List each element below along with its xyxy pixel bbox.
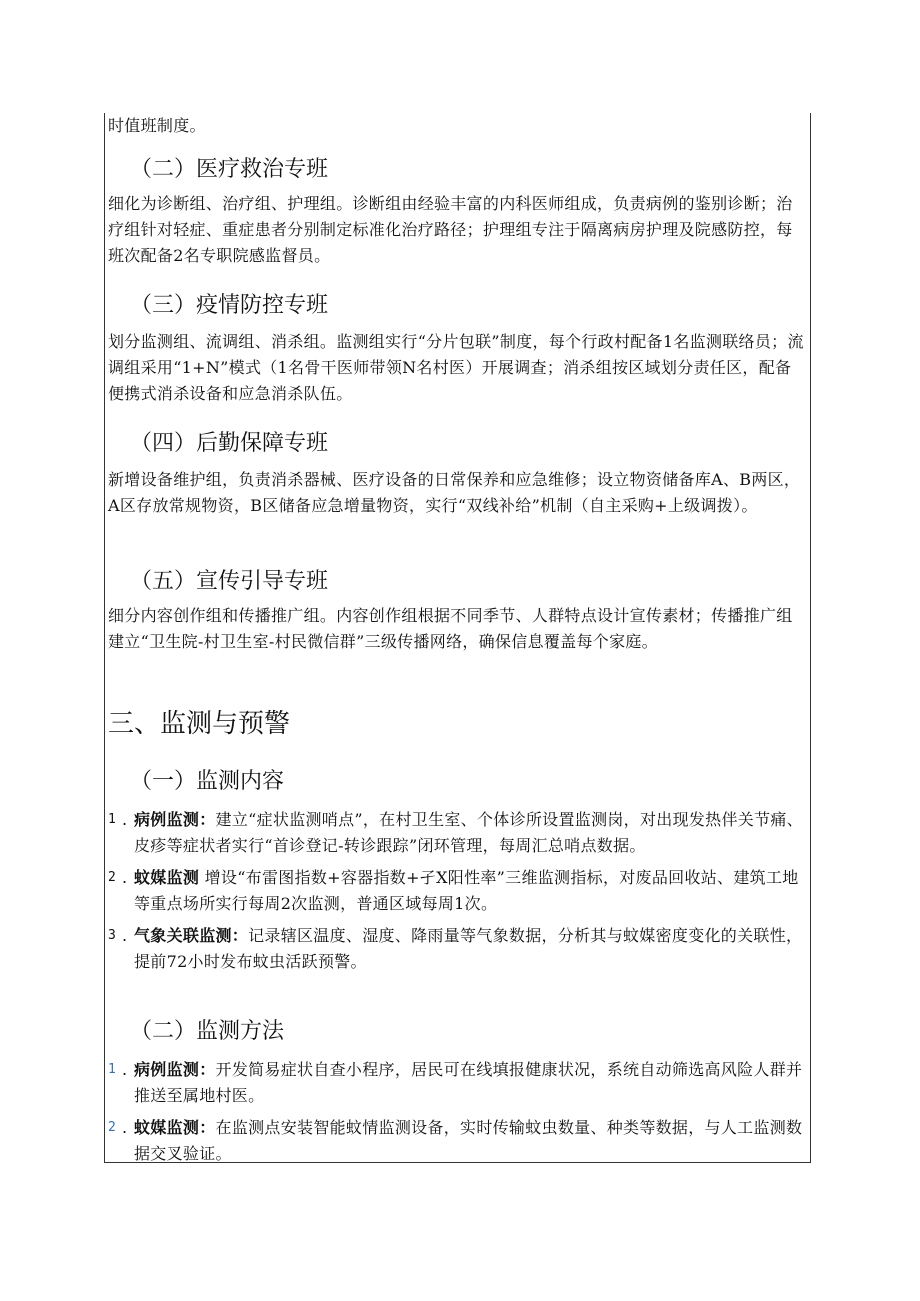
item-text: 增设“布雷图指数+容器指数+孑X阳性率”三维监测指标，对废品回收站、建筑工地等重点场所实行每周2次监测，普通区域每周1次。 — [134, 868, 799, 913]
item-label: 气象关联监测： — [134, 926, 249, 945]
item-label: 病例监测： — [134, 810, 216, 829]
monitor-method-list — [108, 1057, 807, 1167]
list-number: 2 — [108, 870, 117, 885]
list-number: 1 — [108, 1062, 117, 1077]
list-item: 2 . 蚊媒监测 增设“布雷图指数+容器指数+孑X阳性率”三维监测指标，对废品回收站、建筑工地等重点场所实行每周2次监测，普通区域每周1次。 — [108, 865, 807, 917]
list-number: 2 — [108, 1120, 117, 1135]
item-label: 病例监测： — [134, 1060, 216, 1079]
content-frame — [104, 113, 811, 1163]
item-label: 蚊媒监测 — [134, 868, 200, 887]
list-item: 1 . 病例监测：建立“症状监测哨点”，在村卫生室、个体诊所设置监测岗，对出现发热伴关节痛、皮疹等症状者实行“首诊登记-转诊跟踪”闭环管理，每周汇总哨点数据。 — [108, 807, 807, 859]
list-item: 3 . 气象关联监测：记录辖区温度、湿度、降雨量等气象数据，分析其与蚊媒密度变化的关联性，提前72小时发布蚊虫活跃预警。 — [108, 923, 807, 975]
section-heading-epidemic: （三）疫情防控专班 — [130, 293, 329, 318]
monitor-content-list — [108, 807, 807, 975]
item-text: 在监测点安装智能蚊情监测设备，实时传输蚊虫数量、种类等数据，与人工监测数据交叉验证。 — [134, 1118, 803, 1163]
intro-line: 时值班制度。 — [108, 116, 206, 135]
item-text: 建立“症状监测哨点”，在村卫生室、个体诊所设置监测岗，对出现发热伴关节痛、皮疹等症状者实行“首诊登记-转诊跟踪”闭环管理，每周汇总哨点数据。 — [134, 810, 803, 855]
list-item: 1 . 病例监测：开发简易症状自查小程序，居民可在线填报健康状况，系统自动筛选高风险人群并推送至属地村医。 — [108, 1057, 807, 1109]
section-text-logistics: 新增设备维护组，负责消杀器械、医疗设备的日常保养和应急维修；设立物资储备库A、B两区，A区存放常规物资，B区储备应急增量物资，实行“双线补给”机制（自主采购+上级调拨）。 — [108, 470, 801, 515]
monitor-method-heading: （二）监测方法 — [130, 1019, 285, 1044]
item-label: 蚊媒监测： — [134, 1118, 216, 1137]
section-text-publicity: 细分内容创作组和传播推广组。内容创作组根据不同季节、人群特点设计宣传素材；传播推广组建立“卫生院-村卫生室-村民微信群”三级传播网络，确保信息覆盖每个家庭。 — [108, 606, 793, 651]
item-text: 记录辖区温度、湿度、降雨量等气象数据，分析其与蚊媒密度变化的关联性，提前72小时发布蚊虫活跃预警。 — [134, 926, 803, 971]
section-text-epidemic: 划分监测组、流调组、消杀组。监测组实行“分片包联”制度，每个行政村配备1名监测联络员；流调组采用“1+N”模式（1名骨干医师带领N名村医）开展调查；消杀组按区域划分责任区，配备便携式消杀设备和应急消杀队伍。 — [108, 332, 804, 403]
section-heading-publicity: （五）宣传引导专班 — [130, 569, 329, 594]
item-text: 开发简易症状自查小程序，居民可在线填报健康状况，系统自动筛选高风险人群并推送至属地村医。 — [134, 1060, 803, 1105]
section-heading-logistics: （四）后勤保障专班 — [130, 431, 329, 456]
list-number: 1 — [108, 812, 117, 827]
chapter-title: 三、监测与预警 — [108, 709, 291, 739]
list-item: 2 . 蚊媒监测：在监测点安装智能蚊情监测设备，实时传输蚊虫数量、种类等数据，与人工监测数据交叉验证。 — [108, 1115, 807, 1167]
list-number: 3 — [108, 928, 117, 943]
monitor-content-heading: （一）监测内容 — [130, 769, 285, 794]
section-heading-medical: （二）医疗救治专班 — [130, 157, 329, 182]
section-text-medical: 细化为诊断组、治疗组、护理组。诊断组由经验丰富的内科医师组成，负责病例的鉴别诊断；治疗组针对轻症、重症患者分别制定标准化治疗路径；护理组专注于隔离病房护理及院感防控，每班次配备2名专职院感监督员。 — [108, 194, 793, 265]
